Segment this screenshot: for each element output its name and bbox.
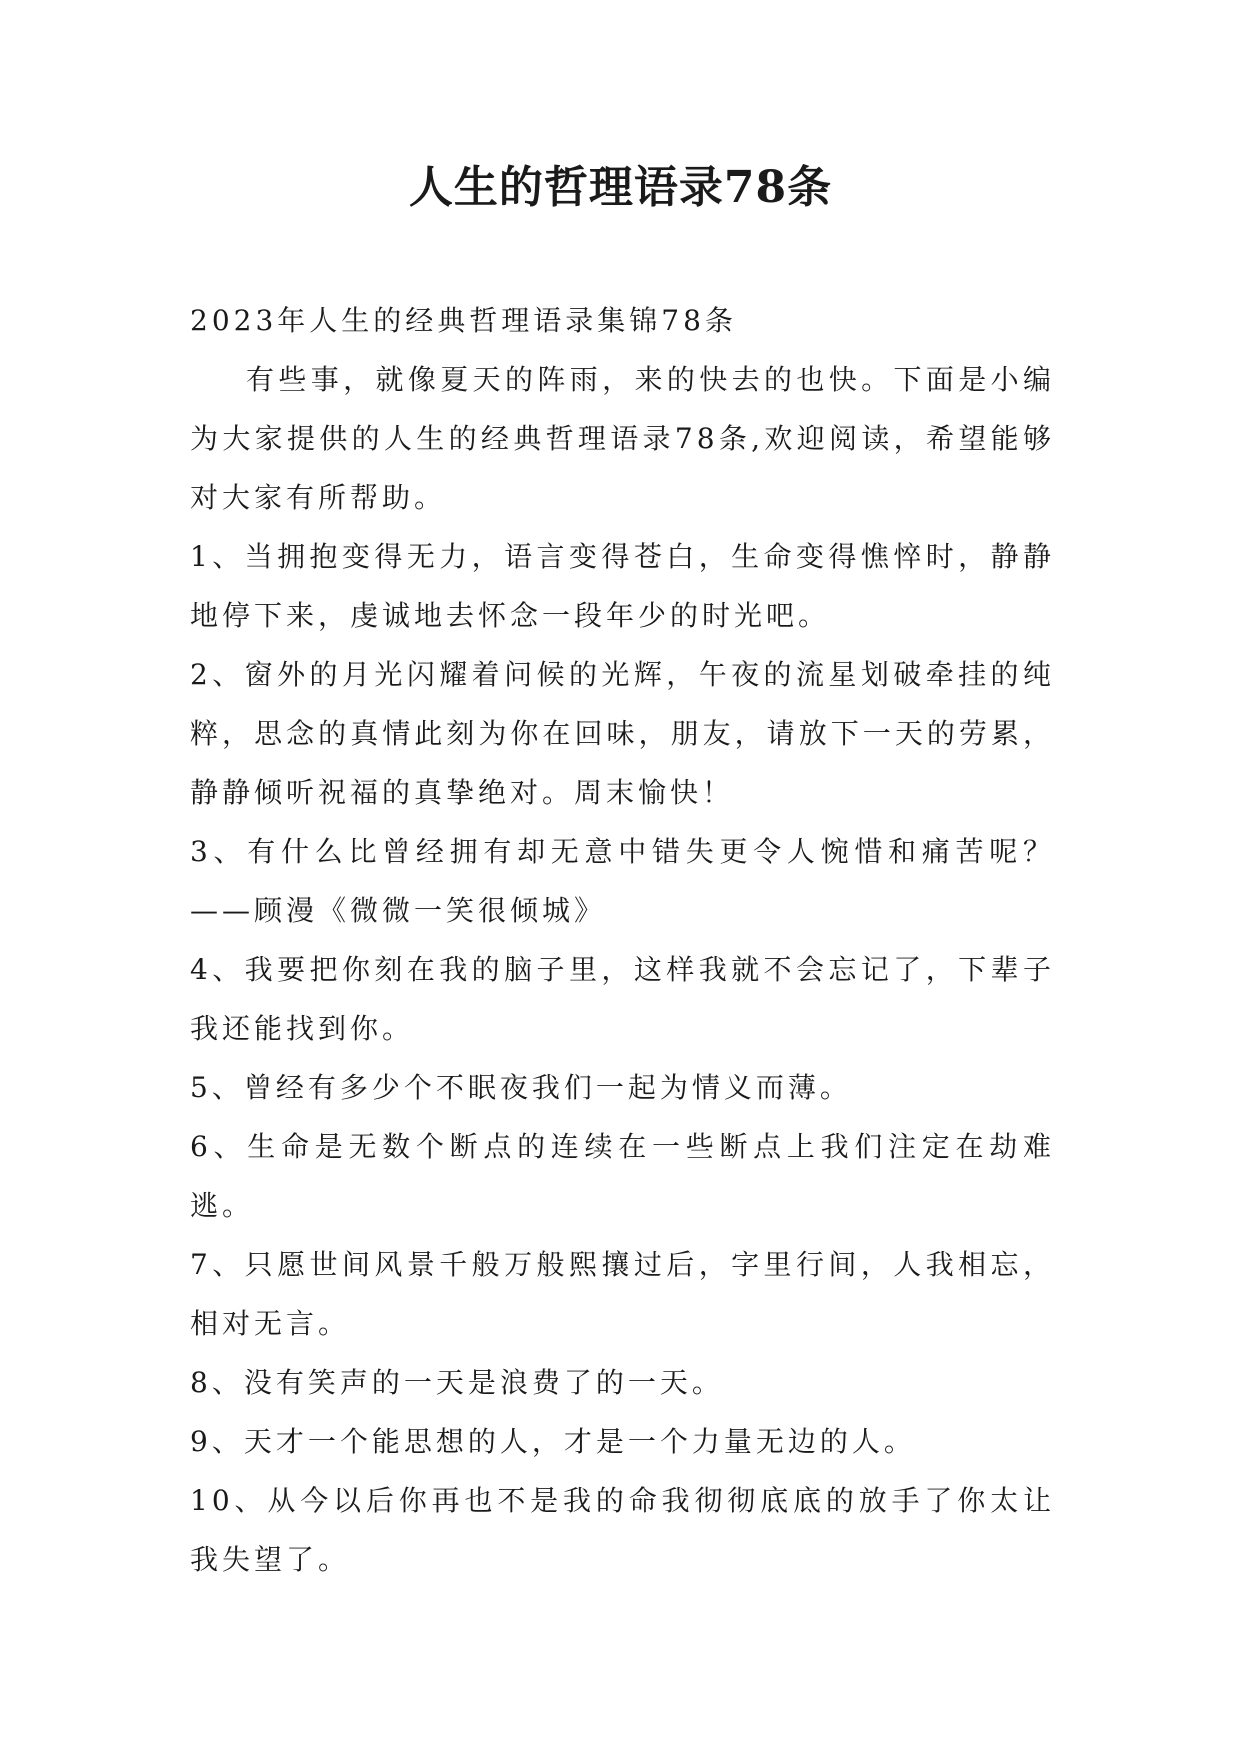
intro-paragraph: 有些事，就像夏天的阵雨，来的快去的也快。下面是小编为大家提供的人生的经典哲理语录78条,欢迎阅读，希望能够对大家有所帮助。	[190, 363, 1055, 514]
quote-item-9: 9、天才一个能思想的人，才是一个力量无边的人。	[190, 1425, 916, 1458]
quote-item-1: 1、当拥抱变得无力，语言变得苍白，生命变得憔悴时，静静地停下来，虔诚地去怀念一段年少的时光吧。	[190, 540, 1055, 632]
quote-item-6: 6、生命是无数个断点的连续在一些断点上我们注定在劫难逃。	[190, 1130, 1055, 1222]
quote-item-3: 3、有什么比曾经拥有却无意中错失更令人惋惜和痛苦呢？——顾漫《微微一笑很倾城》	[190, 835, 1055, 927]
quote-item-4: 4、我要把你刻在我的脑子里，这样我就不会忘记了，下辈子我还能找到你。	[190, 953, 1055, 1045]
document-title: 人生的哲理语录78条	[408, 162, 833, 213]
document-subtitle: 2023年人生的经典哲理语录集锦78条	[190, 304, 737, 337]
quote-item-10: 10、从今以后你再也不是我的命我彻彻底底的放手了你太让我失望了。	[190, 1484, 1055, 1576]
quote-item-2: 2、窗外的月光闪耀着问候的光辉，午夜的流星划破牵挂的纯粹，思念的真情此刻为你在回味，朋友，请放下一天的劳累，静静倾听祝福的真挚绝对。周末愉快！	[190, 658, 1055, 809]
quote-item-5: 5、曾经有多少个不眠夜我们一起为情义而薄。	[190, 1071, 852, 1104]
quote-item-8: 8、没有笑声的一天是浪费了的一天。	[190, 1366, 724, 1399]
document-body	[190, 291, 1055, 1589]
quote-item-7: 7、只愿世间风景千般万般熙攘过后，字里行间，人我相忘，相对无言。	[190, 1248, 1055, 1340]
